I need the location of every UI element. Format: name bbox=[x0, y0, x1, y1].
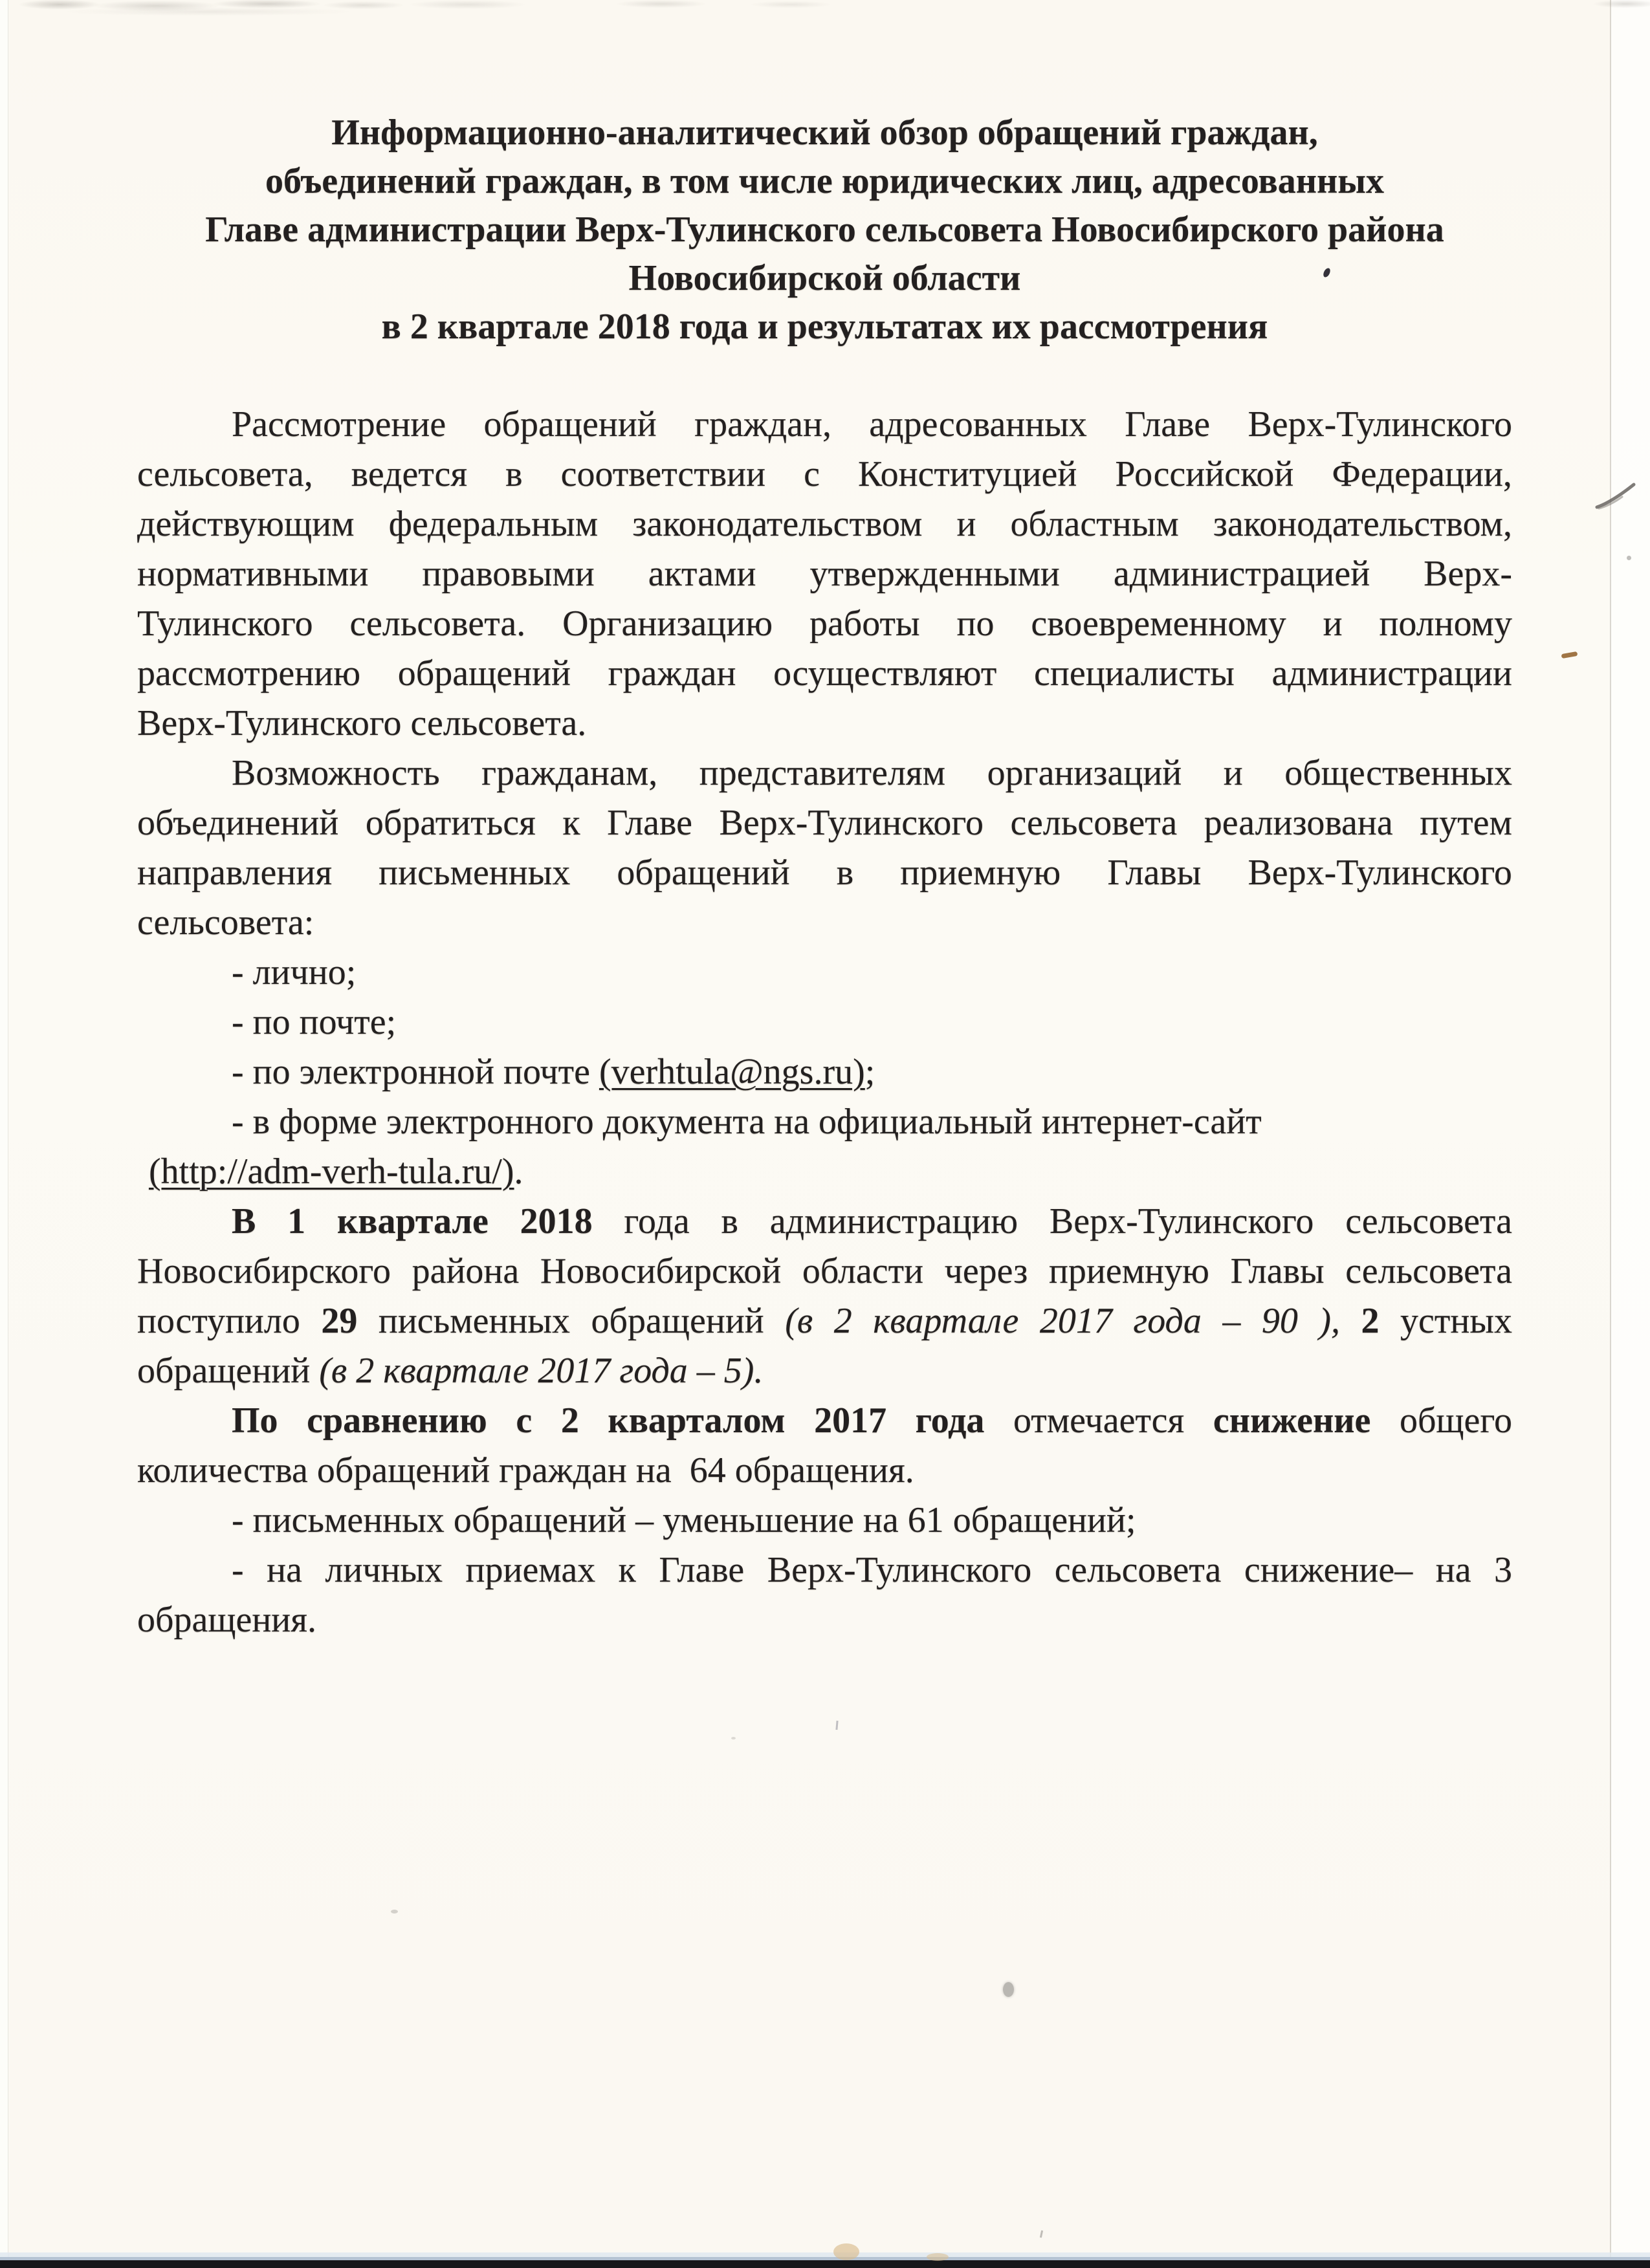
paper-right-edge-strip bbox=[1611, 0, 1650, 2268]
ink-speck bbox=[391, 1910, 398, 1914]
pen-mark-swoosh bbox=[1594, 479, 1639, 516]
link-text: (verhtula@ngs.ru) bbox=[599, 1052, 865, 1092]
ink-speck bbox=[1040, 2230, 1043, 2238]
paper-right-edge-line bbox=[1610, 0, 1611, 2268]
scan-stain bbox=[927, 2253, 949, 2261]
ink-speck bbox=[1627, 556, 1631, 560]
scan-stain bbox=[833, 2243, 859, 2260]
title-line: объединений граждан, в том числе юридических лиц, адресованных bbox=[265, 161, 1384, 201]
text-line: поступило 29 письменных обращений (в 2 квартале 2017 года – 90 ), 2 устных bbox=[137, 1301, 1512, 1341]
text-line: обращений (в 2 квартале 2017 года – 5). bbox=[137, 1351, 764, 1391]
text-line: В 1 квартале 2018 года в администрацию Верх-Тулинского сельсовета bbox=[232, 1201, 1512, 1241]
text-line: сельсовета, ведется в соответствии с Конституцией Российской Федерации, bbox=[137, 454, 1512, 494]
text-line: Новосибирского района Новосибирской области через приемную Главы сельсовета bbox=[137, 1251, 1512, 1291]
ink-speck bbox=[1003, 1982, 1014, 1997]
scan-smudge-top bbox=[14, 0, 894, 17]
text-line: сельсовета: bbox=[137, 902, 314, 943]
pen-mark-dash bbox=[1561, 651, 1578, 659]
text-line: объединений обратиться к Главе Верх-Тулинского сельсовета реализована путем bbox=[137, 803, 1512, 843]
text-line: По сравнению с 2 кварталом 2017 года отмечается снижение общего bbox=[232, 1401, 1512, 1441]
title-line: Главе администрации Верх-Тулинского сельсовета Новосибирского района bbox=[205, 210, 1444, 250]
scan-smudge-top-right bbox=[1593, 0, 1650, 12]
title-line: в 2 квартале 2018 года и результатах их рассмотрения bbox=[381, 307, 1268, 347]
text-line: действующим федеральным законодательством и областным законодательством, bbox=[137, 504, 1512, 544]
text-line: Возможность гражданам, представителям организаций и общественных bbox=[232, 753, 1512, 793]
document-content bbox=[137, 109, 1512, 1645]
text-line: направления письменных обращений в приемную Главы Верх-Тулинского bbox=[137, 853, 1512, 893]
text-line: обращения. bbox=[137, 1600, 317, 1640]
ink-speck bbox=[731, 1737, 736, 1739]
scanner-bottom-bar bbox=[0, 2257, 1650, 2268]
text-line: - письменных обращений – уменьшение на 61 обращений; bbox=[232, 1500, 1136, 1540]
paper-left-edge bbox=[0, 0, 8, 2268]
link-text: (http://adm-verh-tula.ru/) bbox=[149, 1151, 514, 1192]
text-line: рассмотрению обращений граждан осуществляют специалисты администрации bbox=[137, 653, 1512, 693]
text-line: - по почте; bbox=[232, 1002, 397, 1042]
text-line: - на личных приемах к Главе Верх-Тулинского сельсовета снижение– на 3 bbox=[232, 1550, 1512, 1590]
ink-speck bbox=[835, 1721, 838, 1730]
text-line: нормативными правовыми актами утвержденными администрацией Верх- bbox=[137, 554, 1512, 594]
text-line: Рассмотрение обращений граждан, адресованных Главе Верх-Тулинского bbox=[232, 404, 1512, 444]
document-body bbox=[137, 400, 1512, 1645]
text-line: Тулинского сельсовета. Организацию работы по своевременному и полному bbox=[137, 604, 1512, 644]
title-line: Информационно-аналитический обзор обращений граждан, bbox=[331, 113, 1318, 153]
text-line: количества обращений граждан на 64 обращения. bbox=[137, 1450, 914, 1490]
text-line: (http://adm-verh-tula.ru/). bbox=[149, 1151, 523, 1192]
document-title bbox=[137, 109, 1512, 351]
text-line: - в форме электронного документа на официальный интернет-сайт bbox=[232, 1102, 1262, 1142]
text-line: - по электронной почте (verhtula@ngs.ru); bbox=[232, 1052, 875, 1092]
text-line: Верх-Тулинского сельсовета. bbox=[137, 703, 587, 743]
title-line: Новосибирской области bbox=[628, 258, 1021, 298]
text-line: - лично; bbox=[232, 952, 357, 992]
